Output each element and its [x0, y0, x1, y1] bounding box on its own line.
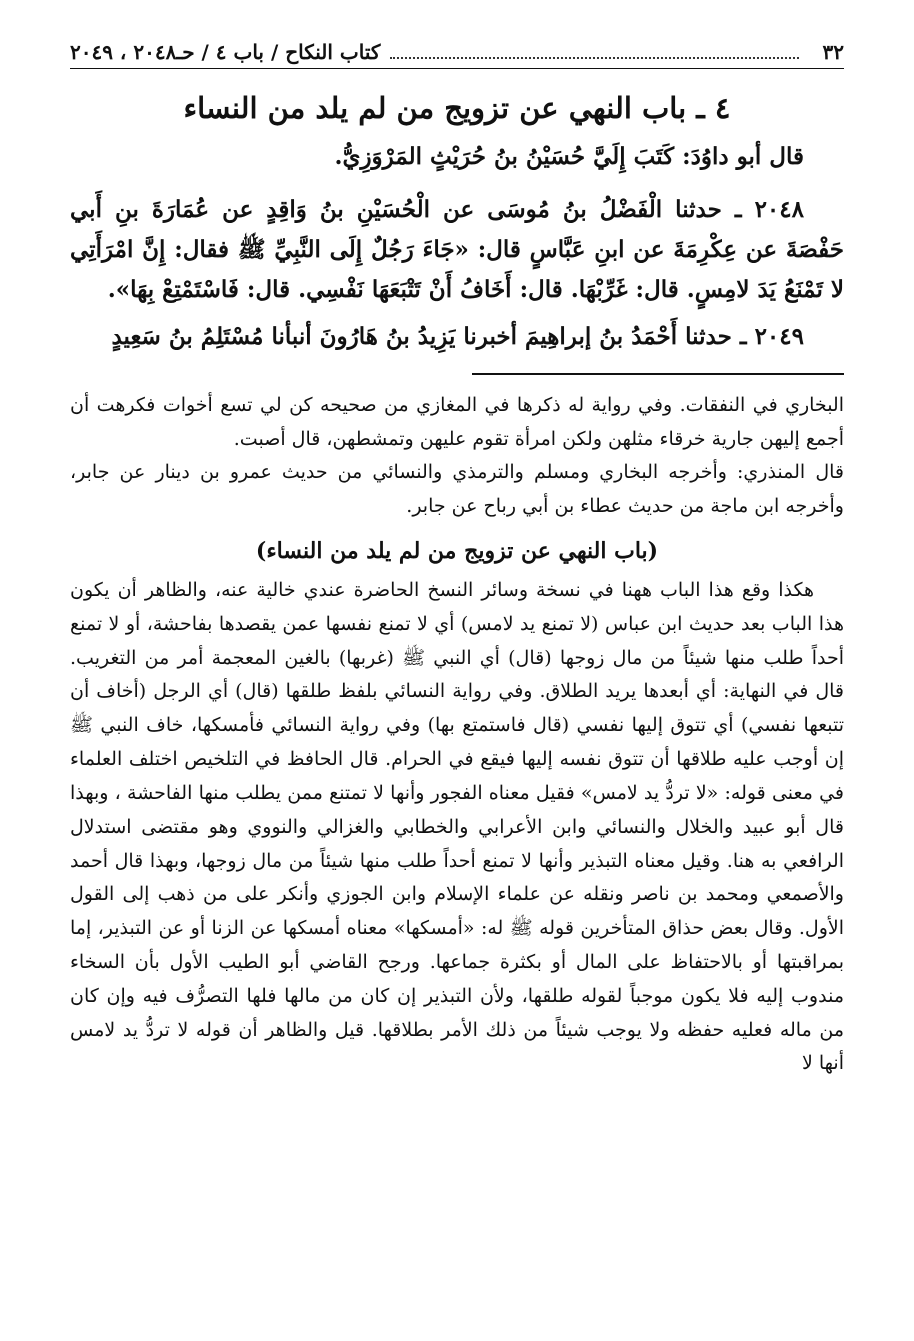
commentary-paragraph: البخاري في النفقات. وفي رواية له ذكرها في المغازي من صحيحه كن لي تسع أخوات فكرهت أن أجمع إليهن جارية خرقاء مثلهن ولكن امرأة تقوم عليهن وتمشطهن، قال أصبت. [70, 393, 844, 450]
running-title: كتاب النكاح / باب ٤ / حـ٢٠٤٨ ، ٢٠٤٩ [70, 40, 381, 64]
book-page [70, 40, 844, 1081]
chapter-title: ٤ ـ باب النهي عن تزويج من لم يلد من النساء [183, 91, 731, 125]
commentary-paragraph: قال المنذري: وأخرجه البخاري ومسلم والترمذي والنسائي من حديث عمرو بن دينار عن جابر، وأخرجه ابن ماجة من حديث عطاء بن أبي رباح عن جابر. [70, 461, 844, 518]
page-number: ٣٢ [822, 40, 844, 64]
chapter-intro: قال أبو داوُدَ: كَتَبَ إِلَيَّ حُسَيْنُ بنُ حُرَيْثٍ المَرْوَزِيُّ. [334, 143, 804, 170]
commentary-subtitle: (باب النهي عن تزويج من لم يلد من النساء) [255, 538, 659, 565]
commentary [70, 389, 844, 1081]
commentary-paragraph: هكذا وقع هذا الباب ههنا في نسخة وسائر النسخ الحاضرة عندي خالية عنه، والظاهر أن يكون هذا الباب بعد حديث ابن عباس (لا تمنع يد لامس) أي لا تمنع نفسها عمن يقصدها بفاحشة، أو لا تمنع أحداً طلب منها شيئاً من مال زوجها (قال) أي النبي ﷺ (غربها) بالغين المعجمة أمر من التغريب. قال في النهاية: أي أبعدها يريد الطلاق. وفي رواية النسائي بلفظ طلقها (قال) أي الرجل (أخاف أن تتبعها نفسي) أي تتوق إليها نفسي (قال فاستمتع بها) وفي رواية النسائي فأمسكها، خاف النبي ﷺ إن أوجب عليه طلاقها أن تتوق نفسه إليها فيقع في الحرام. قال الحافظ في التلخيص اختلف العلماء في معنى قوله: «لا تردُّ يد لامس» فقيل معناه الفجور وأنها لا تمتنع ممن يطلب منها الفاحشة ، وبهذا قال أبو عبيد والخلال والنسائي وابن الأعرابي والخطابي والغزالي والنووي وهو مقتضى استدلال الرافعي به هنا. وقيل معناه التبذير وأنها لا تمنع أحداً طلب منها شيئاً من مال زوجها، وبهذا قال أحمد والأصمعي ومحمد بن ناصر ونقله عن علماء الإسلام وابن الجوزي وأنكر على من ذهب إلى القول الأول. وقال بعض حذاق المتأخرين قوله ﷺ له: «أمسكها» معناه أمسكها عن الزنا أو عن التبذير، إما بمراقبتها أو بالاحتفاظ على المال أو بكثرة جماعها. ورجح القاضي أبو الطيب الأول بأن السخاء مندوب إليه فلا يكون موجباً لقوله طلقها، ولأن التبذير إن كان من مالها فلها التصرُّف فيه وإن كان من ماله فعليه حفظه ولا يوجب شيئاً من ذلك الأمر بطلاقها. قيل والظاهر أن قوله لا تردُّ يد لامس أنها لا [70, 579, 844, 1075]
footnote-separator [472, 373, 844, 375]
header-dots [390, 47, 798, 59]
page-header [70, 40, 844, 69]
hadith-2049: ٢٠٤٩ ـ حدثنا أَحْمَدُ بنُ إبراهِيمَ أخبرنا يَزِيدُ بنُ هَارُونَ أنبأنا مُسْتَلِمُ بنُ سَعِيدٍ [111, 322, 804, 350]
hadith-2048: ٢٠٤٨ ـ حدثنا الْفَضْلُ بنُ مُوسَى عن الْحُسَيْنِ بنُ وَاقِدٍ عن عُمَارَةَ بنِ أَبي حَفْصَةَ عن عِكْرِمَةَ عن ابنِ عَبَّاسٍ قال: «جَاءَ رَجُلٌ إِلَى النَّبِيِّ ﷺ فقال: إِنَّ امْرَأَتِي لا تَمْنَعُ يَدَ لامِسٍ. قال: غَرِّبْهَا. قال: أَخَافُ أَنْ تَتْبَعَهَا نَفْسِي. قال: فَاسْتَمْتِعْ بِهَا». [70, 195, 844, 304]
